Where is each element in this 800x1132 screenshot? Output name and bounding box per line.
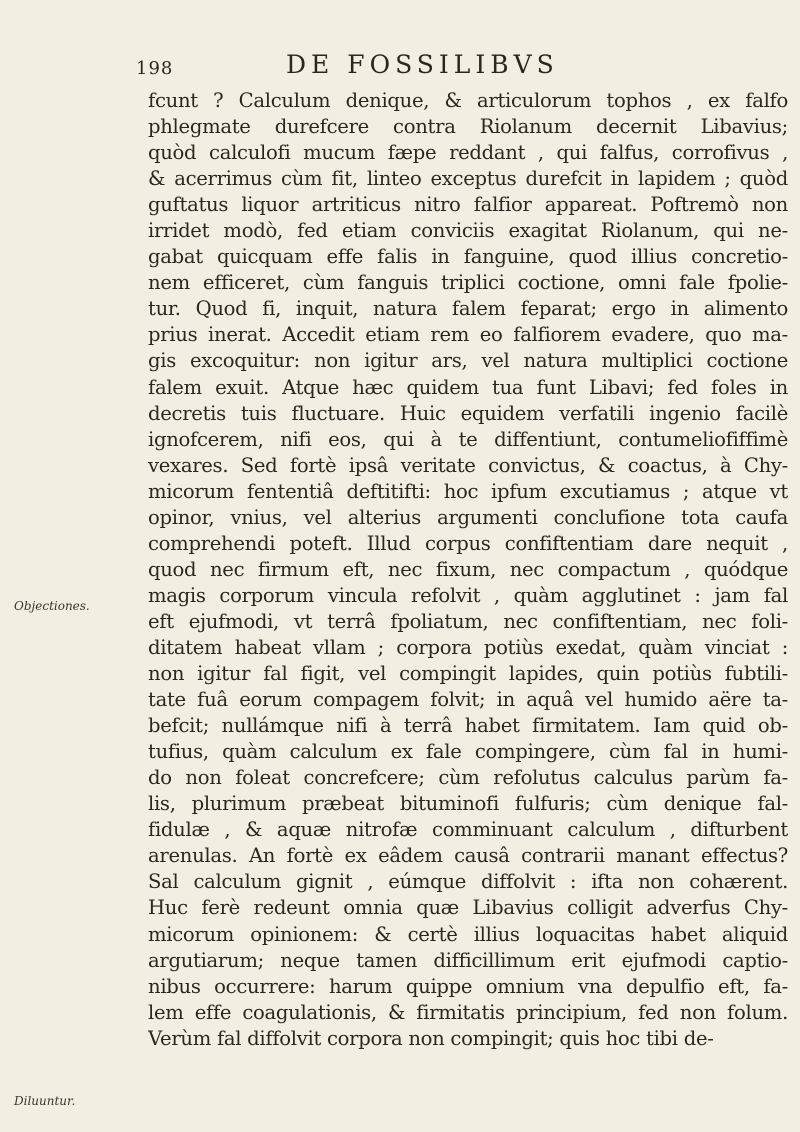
text-line: arenulas. An fortè ex eâdem causâ contrarii manant effectus?	[148, 844, 788, 868]
text-line: micorum opinionem: & certè illius loquacitas habet aliquid	[148, 922, 788, 946]
margin-note-diluuntur: Diluuntur.	[14, 1094, 76, 1108]
text-line: lis, plurimum præbeat bituminofi fulfuris; cùm denique fal-	[148, 792, 788, 816]
text-line: Huc ferè redeunt omnia quæ Libavius colligit adverfus Chy-	[148, 896, 788, 920]
text-line: magis corporum vincula refolvit , quàm agglutinet : jam fal	[148, 583, 788, 607]
text-line: nem efficeret, cùm fanguis triplici coctione, omni fale fpolie-	[148, 271, 788, 295]
text-line: fcunt ? Calculum denique, & articulorum tophos , ex falfo	[148, 89, 788, 112]
text-line: micorum fententiâ deftitifti: hoc ipfum excutiamus ; atque vt	[148, 479, 788, 503]
text-line: fidulæ , & aquæ nitrofæ comminuant calculum , difturbent	[148, 818, 788, 842]
text-line: prius inerat. Accedit etiam rem eo falfiorem evadere, quo ma-	[148, 323, 788, 347]
text-line: tate fuâ eorum compagem folvit; in aquâ vel humido aëre ta-	[148, 688, 788, 712]
text-line: quod nec firmum eft, nec fixum, nec compactum , quódque	[148, 557, 788, 581]
text-line: gabat quicquam effe falis in fanguine, quod illius concretio-	[148, 245, 788, 269]
text-line: argutiarum; neque tamen difficillimum erit ejufmodi captio-	[148, 948, 788, 972]
text-line: vexares. Sed fortè ipsâ veritate convictus, & coactus, à Chy-	[148, 453, 788, 477]
running-head: DE FOSSILIBVS	[286, 50, 559, 79]
text-line: tufius, quàm calculum ex fale compingere, cùm fal in humi-	[148, 740, 788, 764]
text-line: non igitur fal figit, vel compingit lapides, quin potiùs fubtili-	[148, 662, 788, 686]
text-line: gis excoquitur: non igitur ars, vel natura multiplici coctione	[148, 349, 788, 373]
text-line: irridet modò, fed etiam conviciis exagitat Riolanum, qui ne-	[148, 219, 788, 243]
text-line: ditatem habeat vllam ; corpora potiùs exedat, quàm vinciat :	[148, 635, 788, 659]
text-line: & acerrimus cùm fit, linteo exceptus durefcit in lapidem ; quòd	[148, 167, 788, 191]
text-line: befcit; nullámque nifi à terrâ habet firmitatem. Iam quid ob-	[148, 714, 788, 738]
text-line: quòd calculofi mucum fæpe reddant , qui falfus, corrofivus ,	[148, 141, 788, 165]
text-line: nibus occurrere: harum quippe omnium vna depulfio eft, fa-	[148, 974, 788, 998]
text-line: comprehendi poteft. Illud corpus confiftentiam dare nequit ,	[148, 531, 788, 555]
page-number: 198	[136, 58, 174, 79]
text-line: do non foleat concrefcere; cùm refolutus calculus parùm fa-	[148, 766, 788, 790]
text-line: lem effe coagulationis, & firmitatis principium, fed non folum.	[148, 1000, 788, 1024]
text-line: Verùm fal diffolvit corpora non compingit; quis hoc tibi de-	[148, 1026, 714, 1050]
text-line: guftatus liquor artriticus nitro falfior appareat. Poftremò non	[148, 193, 788, 217]
text-line: eft ejufmodi, vt terrâ fpoliatum, nec confiftentiam, nec foli-	[148, 609, 788, 633]
text-line: ignofcerem, nifi eos, qui à te diffentiunt, contumeliofiffimè	[148, 427, 788, 451]
text-line: opinor, vnius, vel alterius argumenti conclufione tota caufa	[148, 505, 788, 529]
text-line: phlegmate durefcere contra Riolanum decernit Libavius;	[148, 115, 788, 139]
margin-note-objectiones: Objectiones.	[14, 599, 90, 613]
text-line: decretis tuis fluctuare. Huic equidem verfatili ingenio facilè	[148, 401, 788, 425]
text-line: tur. Quod fi, inquit, natura falem feparat; ergo in alimento	[148, 297, 788, 321]
text-line: falem exuit. Atque hæc quidem tua funt Libavi; fed foles in	[148, 375, 788, 399]
text-line: Sal calculum gignit , eúmque diffolvit : ifta non cohærent.	[148, 870, 788, 894]
body-text	[148, 88, 788, 1052]
